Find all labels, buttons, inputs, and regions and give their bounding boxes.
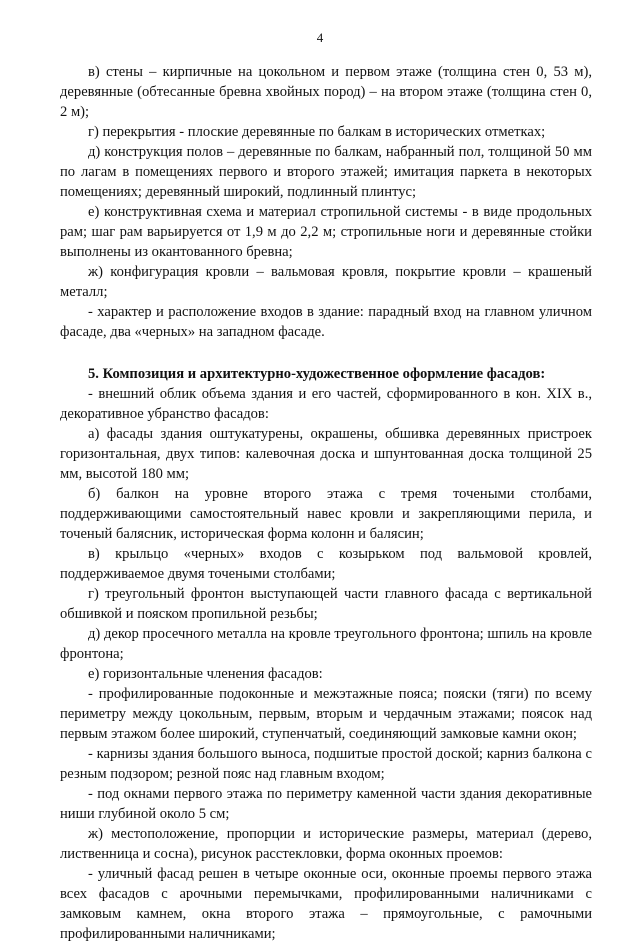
- paragraph-walls: в) стены – кирпичные на цокольном и первом этаже (толщина стен 0, 53 м), деревянные (обтесанные бревна хвойных пород) – на втором этаже (толщина стен 0, 2 м);: [60, 64, 592, 120]
- paragraph-floors-ceilings: г) перекрытия - плоские деревянные по балкам в исторических отметках;: [88, 124, 546, 140]
- paragraph-floor-construction: д) конструкция полов – деревянные по балкам, набранный пол, толщиной 50 мм по лагам в помещениях первого и второго этажей; имитация паркета в некоторых помещениях; деревянный широкий, подлинный плинтус;: [60, 144, 592, 200]
- paragraph-street-facade: - уличный фасад решен в четыре оконные оси, оконные проемы первого этажа всех фасадов с арочными перемычками, профилированными наличниками с замковым камнем, окна второго этажа – прямоугольные, с рамочными профилированными наличниками;: [60, 866, 592, 942]
- paragraph-metal-decor: д) декор просечного металла на кровле треугольного фронтона; шпиль на кровле фронтона;: [60, 626, 592, 662]
- paragraph-facade-plaster: а) фасады здания оштукатурены, окрашены, обшивка деревянных пристроек горизонтальная, двух типов: калевочная доска и шпунтованная доска толщиной 25 мм, высотой 180 мм;: [60, 426, 592, 482]
- paragraph-belts: - профилированные подоконные и межэтажные пояса; пояски (тяги) по всему периметру между цокольным, первым, вторым и чердачным этажами; поясок над первым этажом более широкий, ступенчатый, соединяющий замковые камни окон;: [60, 686, 592, 742]
- paragraph-pediment: г) треугольный фронтон выступающей части главного фасада с вертикальной обшивкой и пояском пропильной резьбы;: [60, 586, 592, 622]
- section-heading: 5. Композиция и архитектурно-художественное оформление фасадов:: [88, 366, 546, 382]
- paragraph-rafter-system: е) конструктивная схема и материал стропильной системы - в виде продольных рам; шаг рам варьируется от 1,9 м до 2,2 м; стропильные ноги и деревянные стойки выполнены из окантованного бревна;: [60, 204, 592, 260]
- paragraph-balcony: б) балкон на уровне второго этажа с тремя точеными столбами, поддерживающими самостоятельный навес кровли и закрепляющими перила, и точеный балясник, историческая форма колонн и балясин;: [60, 486, 592, 542]
- document-body: [60, 62, 592, 944]
- paragraph-cornices: - карнизы здания большого выноса, подшитые простой доской; карниз балкона с резным подзором; резной пояс над главным входом;: [60, 746, 592, 782]
- paragraph-entrances: - характер и расположение входов в здание: парадный вход на главном уличном фасаде, два «черных» на западном фасаде.: [60, 304, 592, 340]
- paragraph-niches: - под окнами первого этажа по периметру каменной части здания декоративные ниши глубиной около 5 см;: [60, 786, 592, 822]
- paragraph-window-openings: ж) местоположение, пропорции и исторические размеры, материал (дерево, лиственница и сосна), рисунок расстекловки, форма оконных проемов:: [60, 826, 592, 862]
- paragraph-exterior-appearance: - внешний облик объема здания и его частей, сформированного в кон. XIX в., декоративное убранство фасадов:: [60, 386, 592, 422]
- paragraph-horizontal-divisions: е) горизонтальные членения фасадов:: [88, 666, 323, 682]
- paragraph-roof-configuration: ж) конфигурация кровли – вальмовая кровля, покрытие кровли – крашеный металл;: [60, 264, 592, 300]
- paragraph-porch: в) крыльцо «черных» входов с козырьком под вальмовой кровлей, поддерживаемое двумя точеными столбами;: [60, 546, 592, 582]
- page-number: 4: [316, 30, 324, 45]
